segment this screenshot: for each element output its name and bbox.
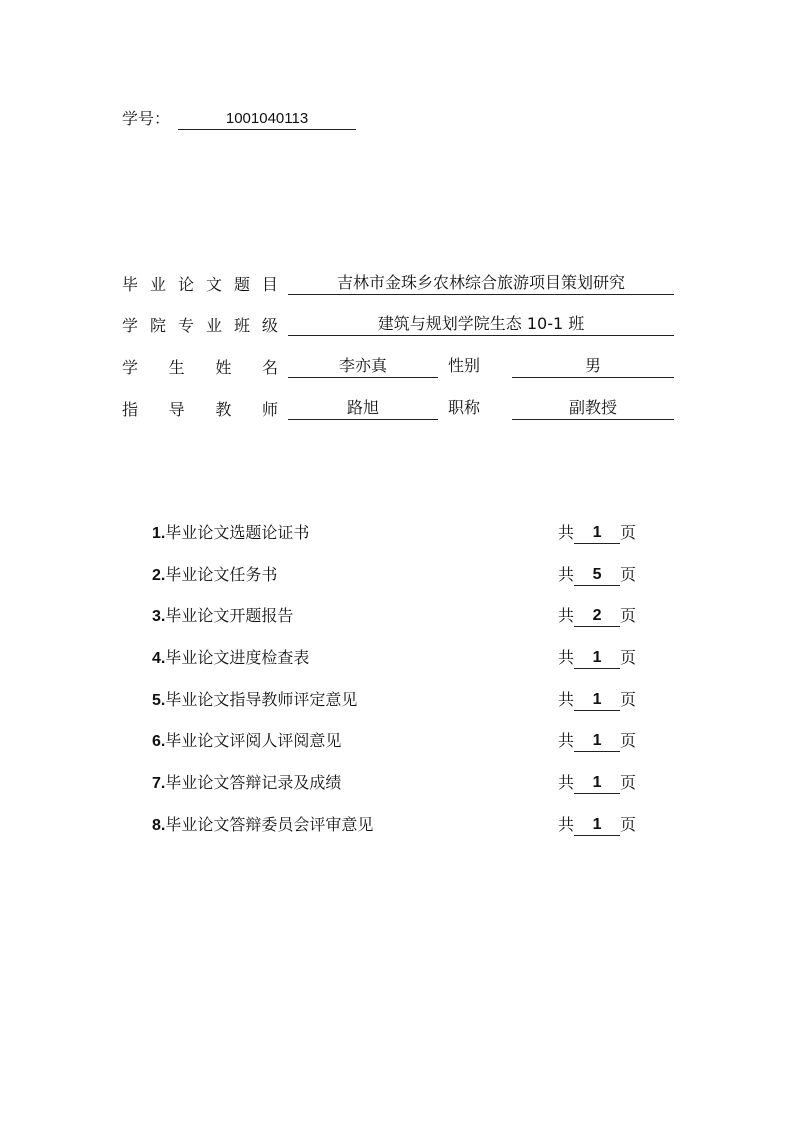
page-count: 2 bbox=[574, 606, 620, 627]
contents-item-pages: 共 1 页 bbox=[558, 689, 637, 709]
rank-value: 副教授 bbox=[512, 397, 674, 420]
student-id-label: 学号： bbox=[122, 109, 171, 128]
contents-item bbox=[152, 605, 642, 647]
contents-item-title: 毕业论文答辩记录及成绩 bbox=[165, 773, 342, 793]
major-class-value: 建筑与规划学院生态 10-1 班 bbox=[288, 313, 674, 336]
gender-value: 男 bbox=[512, 355, 674, 378]
contents-item bbox=[152, 730, 642, 772]
page-count: 1 bbox=[574, 690, 620, 711]
major-class-label: 学 院 专 业 班 级 bbox=[122, 316, 278, 335]
contents-item-pages: 共 1 页 bbox=[558, 814, 637, 834]
page-count: 1 bbox=[574, 648, 620, 669]
contents-item-title: 毕业论文评阅人评阅意见 bbox=[165, 731, 342, 751]
contents-item-number: 8. bbox=[152, 816, 166, 834]
contents-item bbox=[152, 647, 642, 689]
contents-item-title: 毕业论文任务书 bbox=[165, 564, 278, 584]
contents-item-title: 毕业论文指导教师评定意见 bbox=[165, 689, 358, 709]
major-class-row bbox=[122, 313, 674, 339]
contents-item-number: 3. bbox=[152, 608, 166, 626]
contents-item-number: 4. bbox=[152, 650, 166, 668]
contents-item bbox=[152, 522, 642, 564]
page-count: 1 bbox=[574, 773, 620, 794]
student-name-label: 学 生 姓 名 bbox=[122, 358, 278, 377]
contents-item-pages: 共 1 页 bbox=[558, 523, 637, 542]
contents-item-title: 毕业论文选题论证书 bbox=[165, 523, 310, 542]
page-count: 1 bbox=[574, 731, 620, 752]
student-id-value: 1001040113 bbox=[178, 109, 356, 130]
thesis-title-value: 吉林市金珠乡农林综合旅游项目策划研究 bbox=[288, 272, 674, 295]
page-count: 1 bbox=[574, 815, 620, 836]
thesis-title-label: 毕 业 论 文 题 目 bbox=[122, 275, 278, 294]
contents-item-pages: 共 1 页 bbox=[558, 731, 637, 751]
contents-item-pages: 共 1 页 bbox=[558, 773, 637, 793]
contents-item-number: 5. bbox=[152, 691, 166, 709]
contents-list bbox=[152, 522, 642, 856]
advisor-label: 指 导 教 师 bbox=[122, 400, 278, 419]
student-name-value: 李亦真 bbox=[288, 355, 438, 378]
contents-item-title: 毕业论文开题报告 bbox=[165, 606, 294, 626]
contents-item bbox=[152, 772, 642, 814]
gender-label: 性别 bbox=[448, 356, 481, 375]
page-count: 1 bbox=[574, 523, 620, 544]
contents-item-pages: 共 2 页 bbox=[558, 606, 637, 626]
student-name-row bbox=[122, 355, 674, 381]
student-id-row bbox=[122, 106, 356, 130]
contents-item-number: 2. bbox=[152, 566, 166, 584]
contents-item-pages: 共 5 页 bbox=[558, 564, 637, 584]
contents-item bbox=[152, 814, 642, 856]
contents-item-number: 1. bbox=[152, 525, 166, 542]
contents-item bbox=[152, 689, 642, 731]
contents-item bbox=[152, 564, 642, 606]
contents-item-pages: 共 1 页 bbox=[558, 648, 637, 668]
rank-label: 职称 bbox=[448, 398, 481, 417]
contents-item-number: 7. bbox=[152, 775, 166, 793]
advisor-value: 路旭 bbox=[288, 397, 438, 420]
thesis-title-row bbox=[122, 272, 674, 298]
contents-item-number: 6. bbox=[152, 733, 166, 751]
contents-item-title: 毕业论文进度检查表 bbox=[165, 648, 310, 668]
advisor-row bbox=[122, 397, 674, 423]
contents-item-title: 毕业论文答辩委员会评审意见 bbox=[165, 814, 374, 834]
page-count: 5 bbox=[574, 565, 620, 586]
